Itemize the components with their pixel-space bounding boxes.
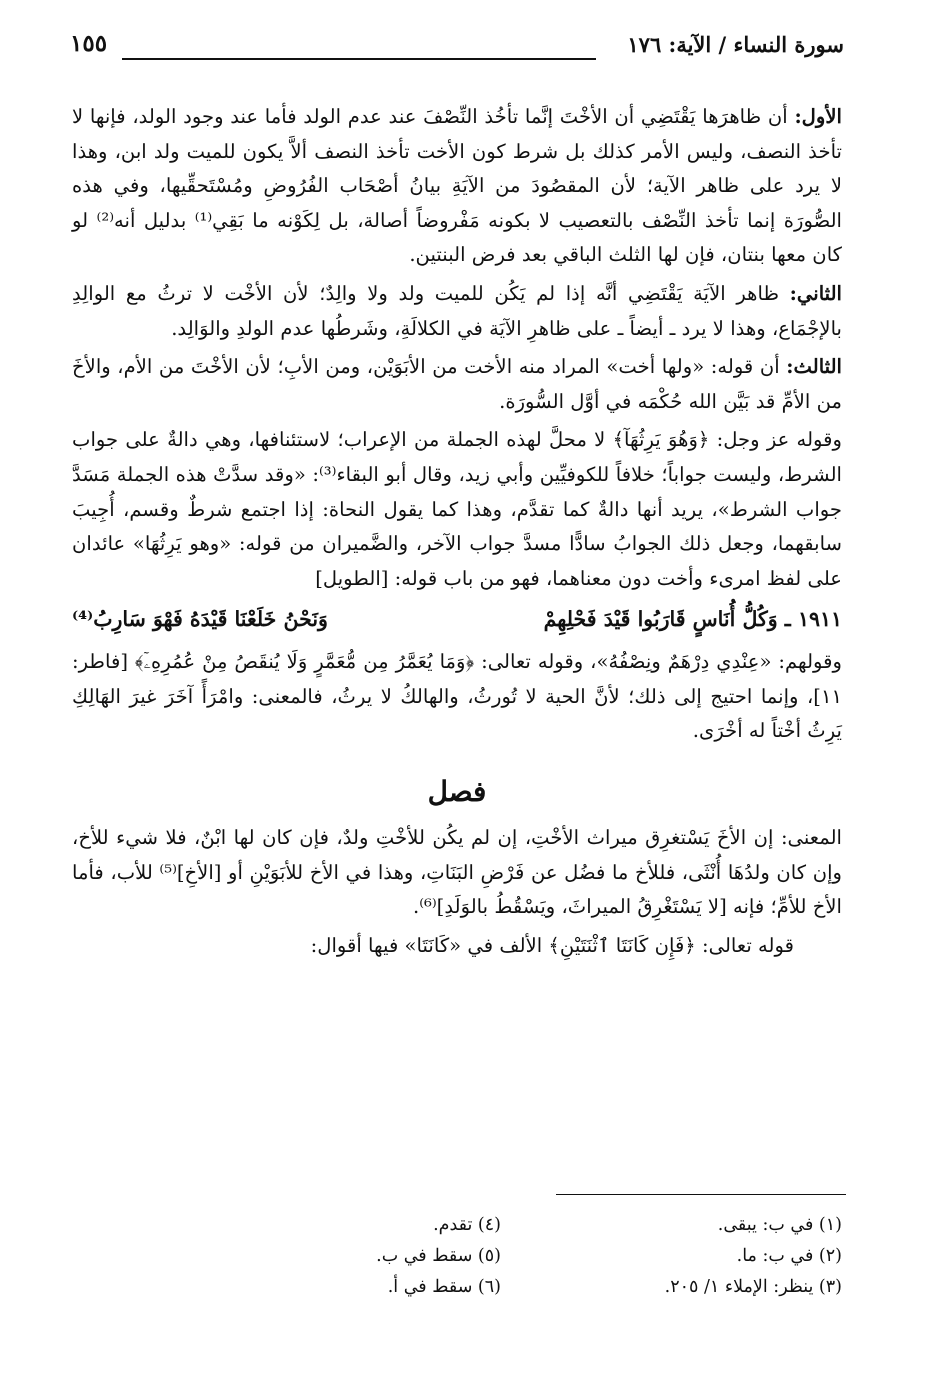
paragraph-text: وقوله عز وجل: ﴿وَهُوَ يَرِثُهَآ﴾ لا محلَّ لهذه الجملة من الإعراب؛ لاستئنافها، وهي دالةٌ على جواب الشرط، وليست جواباً؛ خلافاً للكوفيِّين وأبي زيد، وقال أبو البقاء⁽³⁾: «وقد سدَّتْ هذه الجملة مَسَدَّ جواب الشرط»، يريد أنها دالةٌ كما تقدَّم، وهذا كما يقول النحاة: إذا اجتمع شرطٌ وقسم، أُجِيبَ سابقهما، وجعل ذلك الجوابُ سادًّا مسدَّ جواب الآخر، والضَّميران من قوله: «وهو يَرِثُهَا» عائدان على لفظ امرىء وأخت دون معناهما، فهو من باب قوله: [الطويل] <box>72 428 842 590</box>
footnote: (٦) سقط في أ. <box>387 1277 501 1297</box>
paragraph-text: ظاهر الآيَة يَقْتَضِي أنَّه إذا لم يَكُن للميت ولد ولا والِدٌ؛ لأن الأخْت لا ترثُ مع الوالِدِ بالإجْمَاع، وهذا لا يرد ـ أيضاً ـ على ظاهرِ الآيَة في الكلالَةِ، وشَرطُها عدم الولدِ والوَالِد. <box>72 281 842 340</box>
paragraph-fasl: المعنى: إن الأخَ يَسْتغرِق ميراث الأخْتِ، إن لم يكُن للأخْتِ ولدٌ، فإن كان لها ابْنٌ، فلا شيء للأخ، وإن كان ولدُهَا أُنْثَى، فللأخ ما فضُل عن فَرْضِ البَنَاتِ، وهذا في الأخ للأبَوَيْنِ أو [الأخِ]⁽⁵⁾ للأب، فأما الأخ للأمِّ؛ فإنه [لا يَسْتَغْرِقُ الميراثَ، ويَسْقُطُ بالوَلَدِ]⁽⁶⁾. <box>72 826 842 919</box>
paragraph-after-poetry: وقولهم: «عِنْدِي دِرْهَمٌ ونِصْفُهُ»، وقوله تعالى: ﴿وَمَا يُعَمَّرُ مِن مُّعَمَّرٍ وَلَا يُنقَصُ مِنْ عُمُرِهِۦٓ﴾ [فاطر: ١١]، وإنما احتيج إلى ذلك؛ لأنَّ الحية لا تُورثُ، والهالكُ لا يرثُ، فالمعنى: وامْرَأً آخَرَ غيرَ الهَالِكِ يَرِثُ أخْتاً له أخْرَى. <box>72 649 842 743</box>
footnote-separator <box>556 1194 846 1195</box>
page-number: ١٥٥ <box>70 30 108 57</box>
footnotes <box>200 1210 842 1303</box>
footnote: (٣) ينظر: الإملاء ١/ ٢٠٥. <box>664 1277 842 1297</box>
section-heading: فصل <box>427 774 487 808</box>
paragraph-text: أن ظاهرَها يَقْتَضِي أن الأخْتَ إنَّما تأخُذ النِّصْفَ عند عدم الولد فأما عند وجود الولد، فإنها لا تأخذ النصف، وليس الأمر كذلك بل شرط كون الأخت تأخذ النصف ألاَّ يكون للميت ولد ابن، وهذا لا يرد على ظاهر الآية؛ لأن المقصُودَ من الآيَةِ بيانُ أصْحَاب الفُرُوضِ ومُسْتَحقِّيها، وفي هذه الصُّورَة إنما تأخذ النِّصْف بالتعصيب لا بكونه مَفْروضاً أصالة، بل لِكَوْنه ما بَقِي⁽¹⁾ بدليل أنه⁽²⁾ لو كان معها بنتان، فإن لها الثلث الباقي بعد فرض البنتين. <box>72 105 842 267</box>
paragraph-first <box>72 100 842 273</box>
paragraph-last: قوله تعالى: ﴿فَإِن كَانَتَا ٱثْنَتَيْنِ﴾ الألف في «كَانَتَا» فيها أقوال: <box>310 934 794 958</box>
verse-number: ١٩١١ ـ <box>784 607 842 632</box>
paragraph-second <box>72 277 842 346</box>
main-text <box>72 100 842 968</box>
header-title: سورة النساء / الآية: ١٧٦ <box>627 32 844 57</box>
verse-hemistich-1: وَكُلُّ أُنَاسٍ قَارَبُوا قَيْدَ فَحْلِهِمْ <box>543 607 778 632</box>
footnote: (٢) في ب: ما. <box>736 1246 842 1266</box>
paragraph-lead: الثاني: <box>789 281 842 305</box>
footnote: (٤) تقدم. <box>433 1215 501 1235</box>
running-header <box>70 28 844 68</box>
verse-hemistich-2: وَنَحْنُ خَلَعْنَا قَيْدَهُ فَهْوَ سَارِبُ⁽⁴⁾ <box>72 607 328 632</box>
paragraph-third <box>72 350 842 419</box>
footnote: (١) في ب: يبقى. <box>717 1215 842 1235</box>
verse-first-half <box>544 602 842 637</box>
header-rule <box>122 58 596 60</box>
footnotes-column-left <box>200 1210 501 1303</box>
paragraph-lead: الثالث: <box>786 355 843 379</box>
paragraph-text: أن قوله: «ولها أخت» المراد منه الأخت من الأبَوَيْن، ومن الأبِ؛ لأن الأخْتَ من الأم، والأخَ من الأمِّ قد بَيَّن الله حُكْمَه في أوَّل السُّورَة. <box>72 355 842 413</box>
footnote: (٥) سقط في ب. <box>376 1246 501 1266</box>
footnotes-column-right <box>541 1210 842 1303</box>
paragraph-lead: الأول: <box>794 105 842 128</box>
paragraph-grammar <box>72 423 842 596</box>
poetry-verse <box>72 602 842 637</box>
